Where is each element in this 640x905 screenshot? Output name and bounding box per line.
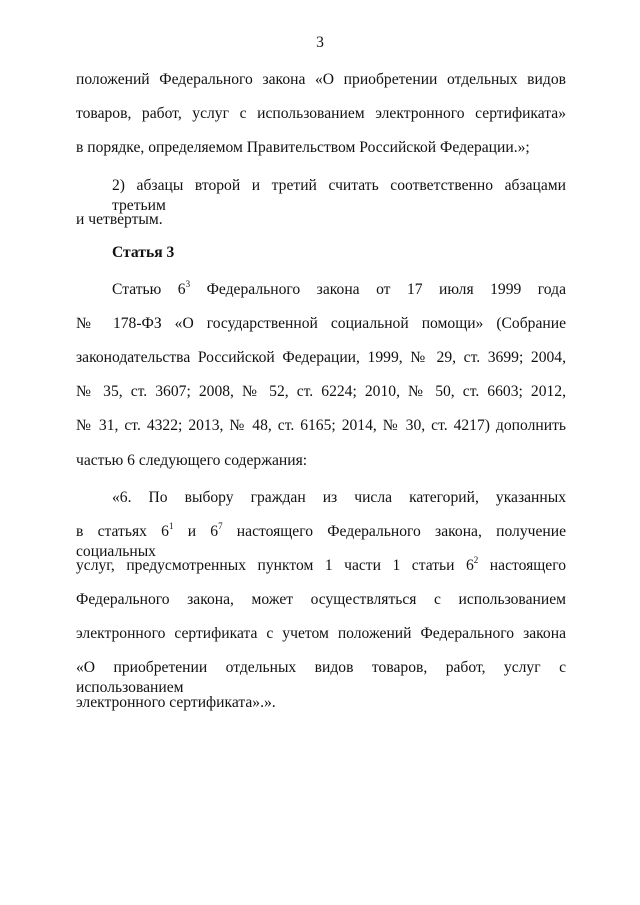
paragraph-line — [112, 280, 566, 300]
paragraph-line: 2) абзацы второй и третий считать соответственно абзацами третьим — [112, 177, 566, 214]
text: в статьях 6 — [76, 523, 169, 540]
paragraph-line: частью 6 следующего содержания: — [76, 452, 308, 469]
paragraph-line: товаров, работ, услуг с использованием электронного сертификата» — [76, 105, 566, 122]
text: Федерального закона от 17 июля 1999 года — [190, 281, 566, 298]
text: настоящего — [478, 557, 567, 574]
superscript: 7 — [218, 521, 223, 531]
paragraph-line: электронного сертификата».». — [76, 694, 276, 711]
superscript: 3 — [185, 279, 191, 289]
paragraph-line: положений Федерального закона «О приобретении отдельных видов — [76, 71, 566, 88]
paragraph-line: № 31, ст. 4322; 2013, № 48, ст. 6165; 2014, № 30, ст. 4217) дополнить — [76, 417, 566, 434]
superscript: 1 — [168, 521, 174, 531]
text: и 6 — [173, 523, 219, 540]
superscript: 2 — [473, 555, 479, 565]
paragraph-line: электронного сертификата с учетом положений Федерального закона — [76, 625, 566, 642]
paragraph-line: и четвертым. — [76, 211, 163, 228]
paragraph-line: Федерального закона, может осуществляться с использованием — [76, 591, 566, 608]
text: Статью 6 — [112, 281, 186, 298]
paragraph-line: № 178-ФЗ «О государственной социальной помощи» (Собрание — [76, 315, 566, 332]
paragraph-line: «О приобретении отдельных видов товаров, работ, услуг с использованием — [76, 659, 566, 696]
paragraph-line: законодательства Российской Федерации, 1999, № 29, ст. 3699; 2004, — [76, 349, 566, 366]
paragraph-line — [76, 556, 566, 576]
article-heading: Статья 3 — [112, 244, 175, 261]
page-number: 3 — [316, 34, 324, 51]
paragraph-line: № 35, ст. 3607; 2008, № 52, ст. 6224; 2010, № 50, ст. 6603; 2012, — [76, 383, 566, 400]
paragraph-line: «6. По выбору граждан из числа категорий, указанных — [112, 489, 566, 506]
text: настоящего Федерального закона, получение социальных — [76, 523, 566, 560]
paragraph-line: в порядке, определяемом Правительством Российской Федерации.»; — [76, 139, 530, 156]
text: услуг, предусмотренных пунктом 1 части 1 статьи 6 — [76, 557, 474, 574]
